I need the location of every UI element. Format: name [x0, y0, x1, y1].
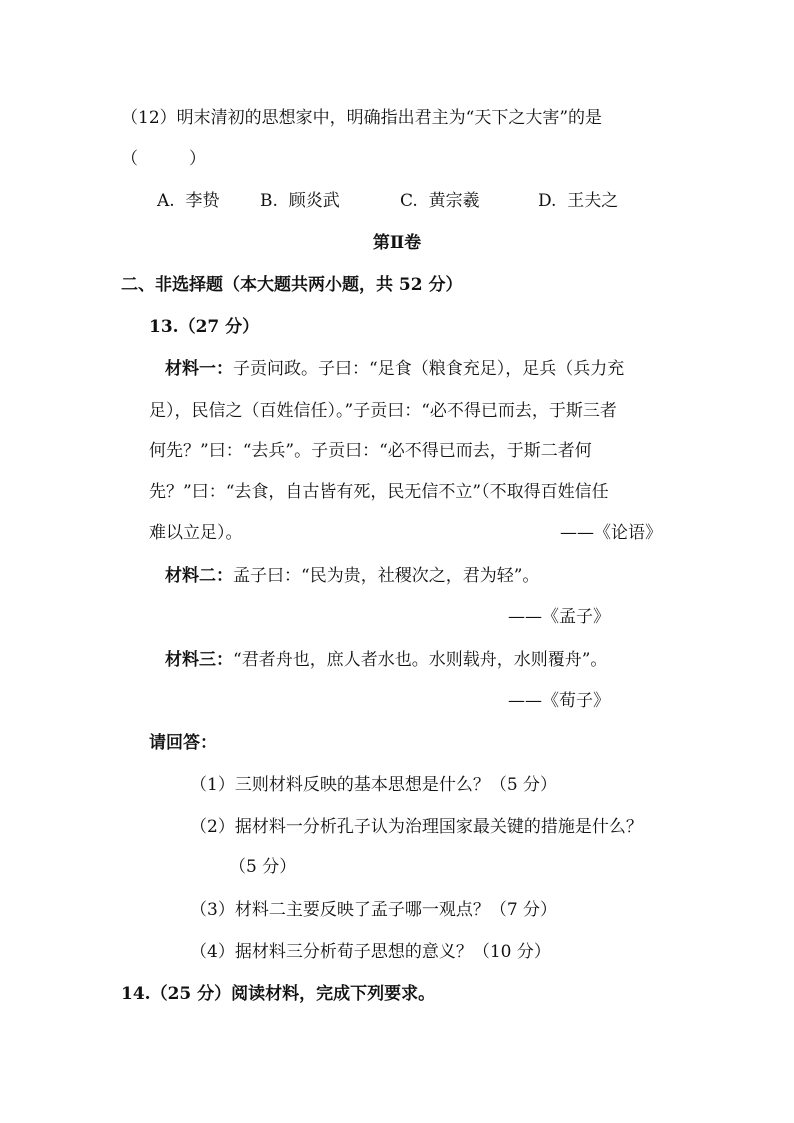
material-3-label: 材料三： — [165, 650, 233, 670]
sub-question-4: （4）据材料三分析荀子思想的意义？（10 分） — [190, 942, 551, 962]
q14-heading: 14.（25 分）阅读材料，完成下列要求。 — [121, 984, 436, 1004]
option-label: A. — [157, 191, 175, 211]
sub-question-1: （1）三则材料反映的基本思想是什么？（5 分） — [190, 775, 558, 795]
option-c — [400, 189, 480, 213]
material-3 — [165, 648, 607, 672]
option-text: 顾炎武 — [288, 191, 340, 211]
option-d — [538, 189, 618, 213]
answer-prompt: 请回答： — [149, 733, 217, 753]
option-text: 王夫之 — [567, 191, 619, 211]
material-1-line1 — [165, 357, 624, 381]
material-1-line5: 难以立足）。 — [149, 523, 243, 543]
section-heading: 二、非选择题（本大题共两小题，共 52 分） — [121, 275, 463, 295]
material-1-line2: 足），民信之（百姓信任）。”子贡曰：“必不得已而去，于斯三者 — [149, 401, 617, 421]
material-2-label: 材料二： — [165, 566, 233, 586]
option-text: 李贽 — [185, 191, 220, 211]
material-3-source: ——《荀子》 — [508, 691, 610, 711]
material-1-line4: 先？”曰：“去食，自古皆有死，民无信不立”（不取得百姓信任 — [149, 482, 609, 502]
material-2-source: ——《孟子》 — [508, 607, 610, 627]
part-title: 第Ⅱ卷 — [372, 233, 422, 253]
option-text: 黄宗羲 — [428, 191, 480, 211]
material-2 — [165, 564, 539, 588]
sub-question-2: （2）据材料一分析孔子认为治理国家最关键的措施是什么？ — [190, 817, 643, 837]
q12-answer-blank: （ ） — [121, 149, 206, 169]
material-1-line3: 何先？”曰：“去兵”。子贡曰：“必不得已而去，于斯二者何 — [149, 441, 592, 461]
option-a — [157, 189, 220, 213]
material-1-source: ——《论语》 — [560, 523, 662, 543]
material-2-text: 孟子曰：“民为贵，社稷次之，君为轻”。 — [233, 566, 540, 586]
option-label: B. — [260, 191, 278, 211]
material-3-text: “君者舟也，庶人者水也。水则载舟，水则覆舟”。 — [233, 650, 608, 670]
option-label: C. — [400, 191, 418, 211]
q12-stem-line1: （12）明末清初的思想家中，明确指出君主为“天下之大害”的是 — [121, 108, 603, 128]
option-label: D. — [538, 191, 557, 211]
option-b — [260, 189, 340, 213]
sub-question-2-score: （5 分） — [229, 857, 297, 877]
material-1-text: 子贡问政。子曰：“足食（粮食充足），足兵（兵力充 — [233, 359, 625, 379]
sub-question-3: （3）材料二主要反映了孟子哪一观点？（7 分） — [190, 900, 558, 920]
q13-heading: 13.（27 分） — [149, 317, 260, 337]
material-1-label: 材料一： — [165, 359, 233, 379]
